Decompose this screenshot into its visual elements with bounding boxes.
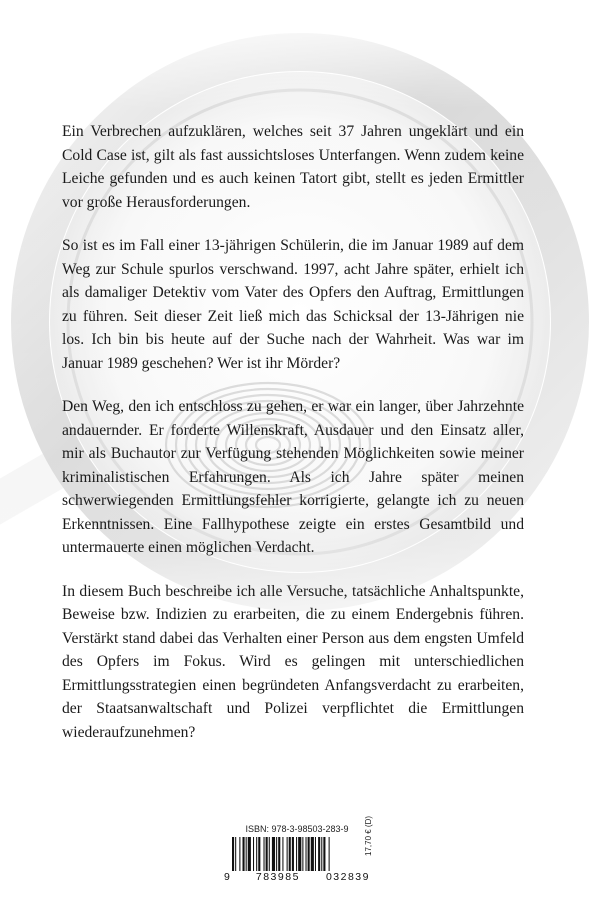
- barcode-digit-lead: 9: [224, 871, 230, 883]
- barcode-bar: [246, 837, 247, 871]
- barcode-bar: [296, 837, 297, 871]
- barcode-bar: [258, 837, 260, 871]
- barcode-digit-group-2: 032839: [325, 871, 370, 883]
- barcode-bar: [318, 837, 320, 871]
- barcode-bar: [289, 837, 291, 871]
- barcode-bar: [306, 837, 307, 871]
- blurb-paragraph-4: In diesem Buch beschreibe ich alle Versuche, tatsächliche Anhaltspunkte, Beweise bzw. Indizien zu erarbeiten, die zu einem Endergebnis führen. Verstärkt stand dabei das Verhalten einer Person aus dem engsten Umfeld des Opfers im Fokus. Wird es gelingen mit unterschiedlichen Ermittlungsstrategien einen begründeten Anfangsverdacht zu erarbeiten, der Staatsanwaltschaft und Polizei verpflichtet die Ermittlungen wiederaufzunehmen?: [62, 582, 524, 741]
- barcode-bar: [302, 837, 303, 871]
- barcode-digits: [224, 871, 370, 883]
- back-cover-text: [62, 120, 524, 764]
- barcode-bar: [269, 837, 270, 871]
- barcode-bar: [315, 837, 316, 871]
- barcode-icon: [224, 837, 370, 871]
- barcode-bar: [235, 837, 236, 871]
- blurb-paragraph-1: Ein Verbrechen aufzuklären, welches seit 37 Jahren ungeklärt und ein Cold Case ist, gilt als fast aussichtsloses Unterfangen. Wenn zudem keine Leiche gefunden und es auch keinen Tatort gibt, stellt es jeden Ermittler vor große Herausforderungen.: [62, 123, 524, 211]
- barcode-bar: [298, 837, 301, 871]
- barcode-bar: [264, 837, 265, 871]
- barcode-bar: [256, 837, 257, 871]
- barcode-bar: [292, 837, 294, 871]
- barcode-bar: [308, 837, 310, 871]
- blurb-paragraph-2: So ist es im Fall einer 13-jährigen Schülerin, die im Januar 1989 auf dem Weg zur Schule spurlos verschwand. 1997, acht Jahre später, erhielt ich als damaliger Detektiv vom Vater des Opfers den Auftrag, Ermittlungen zu führen. Seit dieser Zeit ließ mich das Schicksal der 13-Jährigen nie los. Ich bin bis heute auf der Suche nach der Wahrheit. Was war im Januar 1989 geschehen? Wer ist ihr Mörder?: [62, 237, 524, 372]
- barcode-block: [224, 824, 370, 884]
- barcode-bar: [272, 837, 275, 871]
- barcode-digit-group-1: 783985: [255, 871, 300, 883]
- barcode-bar: [329, 837, 330, 871]
- price-label: 17,70 € (D): [364, 815, 373, 856]
- barcode-bar: [276, 837, 277, 871]
- isbn-label: ISBN: 978-3-98503-283-9: [245, 824, 349, 834]
- barcode-bar: [243, 837, 245, 871]
- barcode-bar: [287, 837, 288, 871]
- barcode-bar: [266, 837, 268, 871]
- barcode-bar: [323, 837, 325, 871]
- barcode-bar: [311, 837, 314, 871]
- barcode-bar: [253, 837, 254, 871]
- barcode-bar: [239, 837, 240, 871]
- barcode-bar: [248, 837, 251, 871]
- barcode-bar: [278, 837, 280, 871]
- blurb-paragraph-3: Den Weg, den ich entschloss zu gehen, er war ein langer, über Jahrzehnte andauernder. Er forderte Willenskraft, Ausdauer und den Einsatz aller, mir als Buchautor zur Verfügung stehenden Möglichkeiten sowie meiner kriminalistischen Erfahrungen. Als ich Jahre später meinen schwerwiegenden Ermittlungsfehler korrigierte, gelangte ich zu neuen Erkenntnissen. Eine Fallhypothese zeigte ein erstes Gesamtbild und untermauerte einen möglichen Verdacht.: [62, 398, 524, 556]
- barcode-bar: [321, 837, 322, 871]
- barcode-bar: [282, 837, 283, 871]
- barcode-bar: [232, 837, 234, 871]
